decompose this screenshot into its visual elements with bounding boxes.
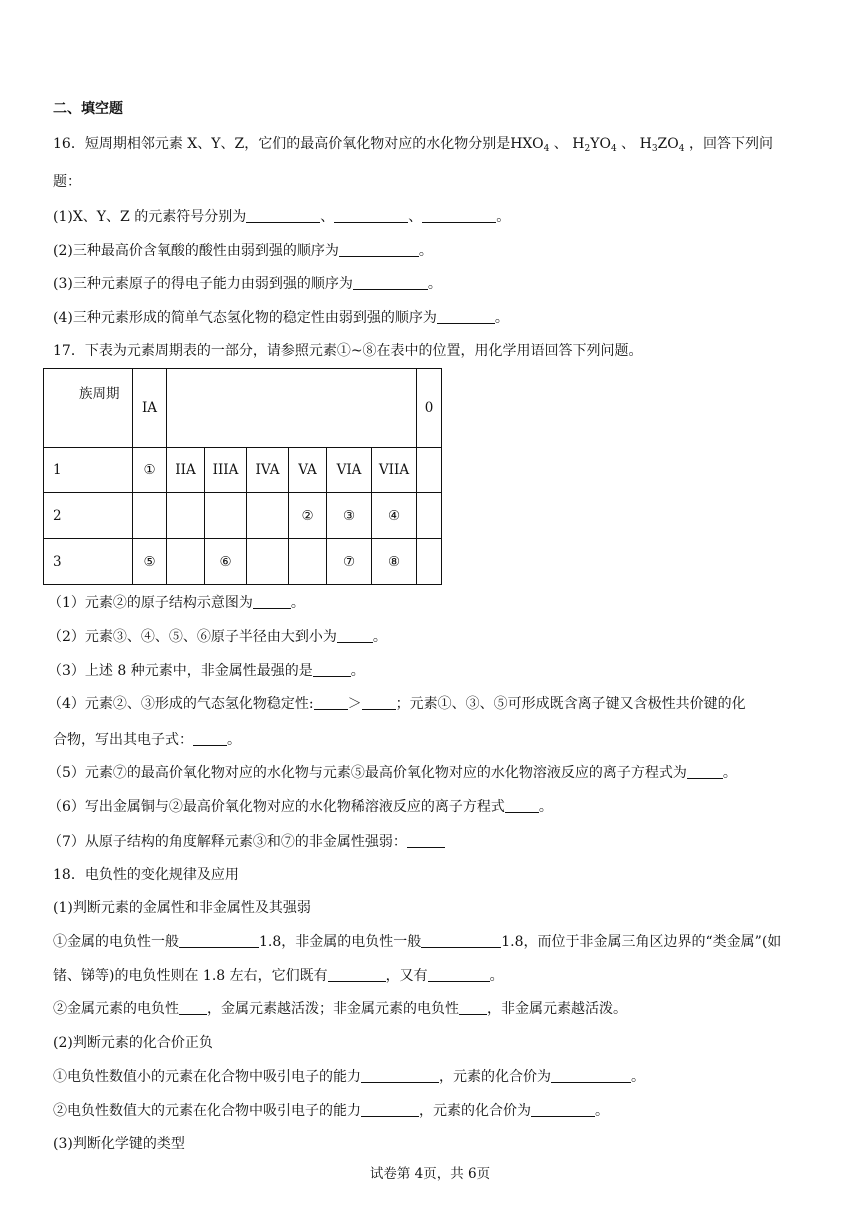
answer-blank[interactable] [193, 731, 227, 746]
q16-part2: (2)三种最高价含氧酸的酸性由弱到强的顺序为 。 [53, 243, 433, 259]
q18-line4: ①电负性数值小的元素在化合物中吸引电子的能力 ，元素的化合价为 。 [53, 1069, 645, 1085]
answer-blank[interactable] [334, 208, 408, 223]
q17-sub4-cont: 合物，写出其电子式： 。 [53, 732, 241, 748]
period-label: 3 [44, 539, 133, 585]
answer-blank[interactable] [428, 967, 490, 982]
answer-blank[interactable] [531, 1102, 595, 1117]
q18-line2: 锗、锑等)的电负性则在 1.8 左右，它们既有 ，又有 。 [53, 968, 504, 984]
q17-sub2: （2）元素③、④、⑤、⑥原子半径由大到小为 。 [48, 629, 387, 645]
q16-part1: (1)X、Y、Z 的元素符号分别为 、 、 。 [53, 209, 511, 225]
q18-heading1: (1)判断元素的金属性和非金属性及其强弱 [53, 900, 311, 916]
table-cell: ⑤ [133, 539, 167, 585]
q18-stem: 18．电负性的变化规律及应用 [53, 867, 239, 883]
answer-blank[interactable] [362, 695, 396, 710]
answer-blank[interactable] [422, 208, 496, 223]
header-ia: IA [133, 369, 167, 448]
period-label: 1 [44, 448, 133, 493]
answer-blank[interactable] [337, 628, 373, 643]
period-label: 2 [44, 493, 133, 539]
periodic-table [43, 368, 442, 585]
table-cell [247, 493, 289, 539]
answer-blank[interactable] [313, 662, 351, 677]
table-cell [205, 493, 247, 539]
answer-blank[interactable] [179, 933, 259, 948]
answer-blank[interactable] [407, 833, 445, 848]
answer-blank[interactable] [459, 1000, 487, 1015]
answer-blank[interactable] [179, 1000, 207, 1015]
answer-blank[interactable] [551, 1068, 631, 1083]
q18-line3: ②金属元素的电负性 ，金属元素越活泼；非金属元素的电负性 ，非金属元素越活泼。 [53, 1001, 627, 1017]
table-cell [417, 539, 442, 585]
section-title: 二、填空题 [53, 101, 123, 117]
table-cell [417, 448, 442, 493]
table-cell: ⑧ [372, 539, 417, 585]
q18-heading3: (3)判断化学键的类型 [53, 1136, 185, 1152]
answer-blank[interactable] [246, 208, 320, 223]
q17-sub4: （4）元素②、③形成的气态氢化物稳定性: ＞ ；元素①、③、⑤可形成既含离子键又含极性共价键的化 [48, 696, 746, 712]
q17-sub6: （6）写出金属铜与②最高价氧化物对应的水化物稀溶液反应的离子方程式 。 [48, 799, 553, 815]
table-cell: ⑥ [205, 539, 247, 585]
answer-blank[interactable] [314, 695, 348, 710]
answer-blank[interactable] [687, 764, 723, 779]
table-cell: ② [289, 493, 327, 539]
table-cell [133, 493, 167, 539]
table-row [44, 448, 442, 493]
q16-part3: (3)三种元素原子的得电子能力由弱到强的顺序为 。 [53, 276, 442, 292]
table-cell [247, 539, 289, 585]
group-label: IVA [247, 448, 289, 493]
header-merged-cell [167, 369, 417, 448]
table-corner-cell: 族周期 [44, 369, 133, 448]
table-cell [289, 539, 327, 585]
table-row [44, 539, 442, 585]
q17-sub7: （7）从原子结构的角度解释元素③和⑦的非金属性强弱： [48, 832, 445, 852]
table-cell: ④ [372, 493, 417, 539]
q16-part4: (4)三种元素形成的简单气态氢化物的稳定性由弱到强的顺序为 。 [53, 310, 509, 326]
table-cell [417, 493, 442, 539]
group-label: VIIA [372, 448, 417, 493]
answer-blank[interactable] [361, 1068, 439, 1083]
table-row [44, 493, 442, 539]
group-label: VIA [327, 448, 372, 493]
answer-blank[interactable] [361, 1102, 419, 1117]
q17-sub5: （5）元素⑦的最高价氧化物对应的水化物与元素⑤最高价氧化物对应的水化物溶液反应的离子方程式为 。 [48, 765, 737, 781]
answer-blank[interactable] [253, 594, 291, 609]
table-cell [167, 539, 205, 585]
q18-heading2: (2)判断元素的化合价正负 [53, 1035, 213, 1051]
q17-stem: 17．下表为元素周期表的一部分，请参照元素①~⑧在表中的位置，用化学用语回答下列问题。 [53, 343, 643, 359]
answer-blank[interactable] [421, 933, 501, 948]
answer-blank[interactable] [353, 275, 428, 290]
table-cell: ① [133, 448, 167, 493]
q16-stem: 16．短周期相邻元素 X、Y、Z，它们的最高价氧化物对应的水化物分别是$HXO_4$ 、 $H_2YO_4$ 、 $H_3ZO_4$ ，回答下列问 [53, 136, 773, 154]
answer-blank[interactable] [437, 309, 495, 324]
q17-sub1: （1）元素②的原子结构示意图为 。 [48, 595, 305, 611]
table-cell [167, 493, 205, 539]
table-header-row [44, 369, 442, 448]
answer-blank[interactable] [328, 967, 386, 982]
q18-line5: ②电负性数值大的元素在化合物中吸引电子的能力 ，元素的化合价为 。 [53, 1103, 609, 1119]
q16-stem-cont: 题： [53, 174, 81, 190]
table-cell: ③ [327, 493, 372, 539]
group-label: IIIA [205, 448, 247, 493]
page-footer: 试卷第 4页，共 6页 [369, 1166, 491, 1182]
answer-blank[interactable] [505, 798, 539, 813]
q18-line1: ①金属的电负性一般 1.8，非金属的电负性一般 1.8，而位于非金属三角区边界的“类金属”(如 [53, 934, 782, 950]
q17-sub3: （3）上述 8 种元素中，非金属性最强的是 。 [48, 663, 365, 679]
table-cell: ⑦ [327, 539, 372, 585]
group-label: VA [289, 448, 327, 493]
header-zero: 0 [417, 369, 442, 448]
answer-blank[interactable] [339, 242, 419, 257]
group-label: IIA [167, 448, 205, 493]
